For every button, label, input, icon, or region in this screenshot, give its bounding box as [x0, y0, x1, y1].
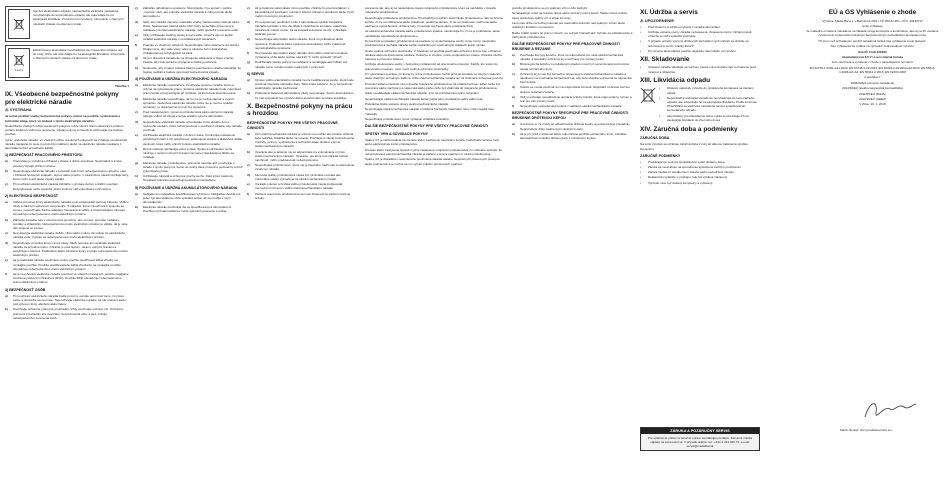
paragraph: 2011/65/EÚ (RoHS) — [859, 91, 886, 96]
list-item-marker: f) — [135, 146, 137, 151]
paragraph: Spätný vrh je náhla reakcia na zovretie alebo zachytenie rotujúceho kotúča, podložného taniera, kefy alebo akéhokoľvek iného príslušenstva. — [365, 138, 499, 147]
list-item-text: Pred nastavovaním, výmenou príslušenstva alebo uložením náradia odpojte vidlicu od zdroja energie a/alebo vyberte akumulátor. — [143, 110, 234, 119]
list-item-text: Pracovisko je potrebné udržiavať v čistote a dobre osvetlené. Neporiadok a tmavé priestory bývajú príčinou úrazov. — [13, 159, 122, 168]
list-item — [247, 182, 355, 190]
list-item-text: Nabíjajte len nabíjačkou špecifikovanou výrobcom. Nabíjačka vhodná pre jeden typ akumulátora môže spôsobiť požiar, ak sa použije s iným akumulátorom. — [143, 191, 241, 204]
list-item-text: Udržiavajte elektrické náradie v dobrom stave. Kontrolujte nastavenie pohyblivých častí a ich pohyblivosť, poškodenie súčastí a akékoľvek ďalšie okolnosti, ktoré môžu ohroziť funkciu elektrického náradia. — [143, 133, 243, 146]
section-heading-xii: XII. Skladovanie — [640, 55, 690, 63]
list-item-marker: a) — [247, 77, 250, 82]
list-item — [512, 72, 634, 85]
list-sec5-cont — [247, 6, 355, 69]
declaration-heading: EÚ a GS Vyhlásenie o zhode — [828, 9, 917, 16]
list-item-marker: b) — [247, 149, 250, 154]
list-item-text: Ochranný kryt musí byť bezpečne pripevnený k elektromechanickému náradiu a nastavený na maximálnu bezpečnosť tak, aby bola obsluhe vystavená čo najmenšia časť kotúča. — [520, 71, 632, 85]
intro-text: Nedodržanie všetkých nižšie uvedených pokynov môže viesť k úrazu elektrickým prúdom, požiaru a/alebo k vážnemu poraneniu. Všetky pokyny a návody si uschovajte pre budúce použitie. — [5, 124, 125, 137]
bullet-text: Obalové materiály vyhoďte do príslušného kontajnera na triedený odpad. — [667, 86, 754, 95]
bullet-text: Nepoužiteľné elektrické zariadenie nevyhadzujte do komunálneho odpadu, ale odovzdajte ho na ekologickú likvidáciu. Podľa smernice 2012/19/EÚ sa elektrické zariadenia nesmú vyhadzovať do komunálneho odpadu. — [667, 95, 757, 113]
list-item — [135, 43, 243, 56]
list-item — [5, 294, 129, 307]
section-heading-xi: XI. Údržba a servis — [640, 9, 698, 16]
column-5 — [512, 6, 634, 141]
warning-label: ⚠ VÝSTRAHA — [5, 107, 32, 113]
bullet-text: Reklamáciu uplatnite u predajcu, kde bol výrobok zakúpený. — [648, 175, 728, 180]
bullet-item — [640, 65, 758, 73]
list-item — [247, 37, 355, 50]
bullet-item — [640, 39, 758, 47]
bullet-item — [640, 181, 758, 185]
list-item-text: Vždy používajte nepoškodené upínacie príruby kotúča, ktoré majú správny rozmer a tvar pre váš zvolený kotúč. — [520, 94, 632, 104]
subsection-heading-x1: BEZPEČNOSTNÉ POKYNY PRE VŠETKY PRACOVNÉ ČINNOSTI — [247, 120, 338, 130]
section-heading-x: X. Bezpečnostné pokyny na prácu s hrozdou — [247, 102, 353, 118]
declaration-lines — [800, 24, 945, 49]
list-item — [135, 20, 243, 33]
subsection-heading-5a: ĎALŠIE BEZPEČNOSTNÉ POKYNY PRE PRACOVNÉ ČINNOSTI BRÚSENIE A REZANIE — [512, 41, 620, 51]
list-item-text: Elektrické náradie nepoužívajte, ak ho nie je možné zapnúť a vypnúť spínačom. Akékoľvek elektrické náradie, ktoré nie je možné ovládať spínačom, je nebezpečné a musí byť opravené. — [143, 96, 235, 110]
weee-notice — [5, 6, 129, 42]
list-item-text: Toto elektromechanické náradie je určené na použitie ako brúska, drôtená kefa, leštička, hladička alebo na rezanie. Prečítajte si všetky bezpečnostné výstrahy, pokyny, vyobrazenia a technické údaje dodané s týmto elektromechanickým náradím. — [255, 131, 355, 149]
weee-row — [640, 86, 758, 123]
caution-label: ⚠ UPOZORNENIE — [640, 17, 675, 23]
paragraph: Zovretie alebo zachytenie spôsobí rýchle zastavenie rotujúceho príslušenstva, čo následne spôsobí, že nekontrolované elektromechanické náradie je tlačené v smere opačnom k rotácii príslušenstva. — [365, 147, 502, 156]
standards-lines — [800, 60, 945, 101]
para-list-4b — [365, 138, 505, 166]
warranty-box-title: ZÁRUKA A POZÁRUČNÝ SERVIS — [641, 428, 759, 434]
bullet-item — [640, 175, 758, 179]
list-item — [247, 91, 355, 99]
paragraph: Ak elektromechanické náradie alebo príslušenstvo spadne, skontrolujte ho, či nie je poškodené, alebo nainštalujte nepoškodené príslušenstvo. — [365, 29, 501, 38]
para-list-5 — [512, 6, 634, 39]
list-item-text: Nedovoľte, aby znalosť získaná častým používaním náradia spôsobila, že budete nedbalí a budete ignorovať bezpečnostné zásady. — [143, 65, 241, 74]
list-item-text: Uvedomte si, že z kefy sú odhadzované drôtené štetiny aj počas bežnej prevádzky. Nepreťažujte drôty nadmerným zaťažením kefy. — [520, 122, 631, 131]
list-5b — [512, 122, 634, 140]
list-item-marker: f) — [512, 104, 514, 109]
list-item-marker: f) — [135, 42, 137, 47]
paragraph: Pri inom než schválenom použití zariadenia stráca toto vyhlásenie svoju platnosť. — [818, 38, 927, 43]
battery-notice — [5, 45, 129, 81]
list-item-text: Nepoužívajte elektrické náradie v prostredí, kde hrozí nebezpečenstvo výbuchu, napr. v blízkosti horľavých kvapalín, plynov alebo prachu. V elektrickom náradí vznikajú iskry, ktoré môžu prach alebo výpary zapáliť. — [13, 168, 129, 182]
list-item-text: Elektrické náradie, príslušenstvo, pracovné nástroje atď. používajte v súlade s týmito pokynmi, berúc do úvahy dané pracovné podmienky a druh vykonávanej práce. — [143, 160, 243, 173]
paragraph: bolo navrhnuté a vyrobené v zhode s nasledujúcimi normami: — [831, 60, 914, 65]
list-item-text: Pri používaní elektrického náradia buďte pozorní, venujte pozornosť tomu, čo práve robíte a sústreďte sa na prácu. Nepoužívajte elektrické náradie, ak ste unavení alebo pod vplyvom drog, alkoholu alebo liekov. — [13, 293, 126, 307]
list-item-text: Ak je k dispozícii zariadenie na pripojenie odsávania a zberu prachu, zaistite, aby bolo správne pripojené a riadne používané. — [143, 56, 235, 65]
crossed-bin-icon-3 — [640, 86, 656, 106]
product-model: Extol® Craft 402400 — [858, 49, 887, 54]
bullets-xiii — [659, 86, 758, 123]
bullets-xiv — [640, 160, 758, 185]
warranty-period-heading: ZÁRUČNÁ DOBA — [640, 136, 670, 141]
list-item-text: Zabráňte náhodnému spusteniu. Skontrolujte, či je spínač v polohe „vypnuté“ skôr, ako pripojíte elektrické náradie k zdroju prúdu alebo akumulátoru. — [143, 6, 233, 19]
signer-caption: Martin Šenkýř, člen predstavenstva a.s. — [840, 428, 893, 432]
list-item — [512, 85, 634, 93]
list-item — [135, 83, 243, 96]
paragraph: že následne označené zariadenie na základe svojej koncepcie a konštrukcie, ako aj na trh uvedené vyhotovenie zodpovedá príslušným bezpečnostným požiadavkám Európskej únie. — [806, 29, 939, 38]
bullet-icon: • — [640, 180, 642, 185]
column-4 — [365, 6, 505, 167]
list-item — [135, 161, 243, 174]
intro-text-2: Výraz „elektrické náradie“ vo všetkých nižšie uvedených pokynoch sa vzťahuje na elektrické náradie napájané zo siete (s prívodným káblom) alebo na elektrické náradie napájané z akumulátora (bez prívodného kábla). — [5, 137, 128, 151]
bullet-text: Záruka sa nevzťahuje na opotrebenie spôsobené bežným používaním. — [648, 165, 742, 170]
list-item-text: Skôr, ako náradie zapnete, odstráňte všetky nastavovacie nástroje alebo kľúče. Nastavovací nástroj alebo kľúč, ktorý ponecháte pripevnený k otáčajúcej sa časti elektrického náradia, môže spôsobiť poranenie osôb. — [143, 19, 240, 33]
list-item-marker: g) — [135, 56, 138, 61]
bullet-text: V prípade potreby výmeny uhlíkových kief alebo iných súčastí sa obráťte na autorizovaný servis značky Extol®. — [648, 39, 749, 48]
signature-graphic — [860, 395, 920, 425]
list-item — [135, 56, 243, 64]
bullet-icon: • — [640, 65, 642, 70]
warranty-conditions-heading: ZÁRUČNÉ PODMIENKY — [640, 153, 681, 158]
list-item-marker: c) — [247, 6, 250, 10]
list-item-text: Elektrické náradie nepreťažujte. Používajte správne náradie, ktoré je určené na vykonávanú prácu. Správne elektrické náradie bude vykonávať prácu lepšie a bezpečnejšie pri rýchlosti, na ktorú bolo skonštruované. — [143, 83, 241, 96]
list-item — [5, 200, 129, 217]
paragraph: Udržujte okolostojace osoby v bezpečnej vzdialenosti od pracovného priestoru. Každý, kto vstúpi do pracovného priestoru, musí nosiť osobné ochranné prostriedky. — [365, 62, 498, 71]
paragraph: Prívodný kábel umiestnite mimo dosahu rotujúceho príslušenstva. Ak stratíte kontrolu, kábel môže byť prerezaný alebo zachytený a vaša ruka alebo paža môže byť vtiahnutá do rotujúceho príslušenstva. — [365, 81, 501, 90]
list-item-text: Nepoužívajte akumulátor alebo náradie, ktoré sú poškodené alebo upravené. Poškodené alebo upravené akumulátory môžu vykazovať nepredvídateľné správanie. — [255, 37, 346, 50]
subsection-heading-2: 2) ELEKTRICKÁ BEZPEČNOSŤ — [5, 193, 58, 198]
list-item — [135, 6, 243, 19]
paragraph: Nenasadzujte reťaz na rezanie dreva alebo ozubený pílový kotúč. Takéto pílové kotúče často spôsobujú spätný vrh a stratu kontroly. — [512, 11, 628, 20]
bullet-text: Záruka zaniká pri neodbornom zásahu alebo nedodržaní návodu. — [648, 170, 735, 175]
list-item-marker: h) — [135, 65, 138, 70]
list-item-text: Používajte iba typy kotúčov, ktoré sú odporúčané pre vaše elektromechanické náradie, a špeciálny ochranný kryt navrhnutý pre zvolený kotúč. — [520, 52, 624, 62]
list-item-text: Zabráňte kontaktu tela s uzemnenými povrchmi, ako sú napr. potrubia, radiátory, sporáky a chladničky. Nebezpečenstvo úrazu elektrickým prúdom je väčšie, ak je vaše telo spojené so zemou. — [13, 217, 128, 231]
list-item — [247, 132, 355, 149]
list-item-marker: a) — [5, 293, 8, 298]
subsection-heading-6: 6) SERVIS — [247, 71, 265, 76]
list-item-text: Nevystavujte akumulátor alebo náradie ohňu alebo nadmernej teplote. Vystavenie ohňu alebo teplote nad 130 °C môže spôsobiť výbuch. — [255, 51, 349, 60]
list-item-marker: d) — [247, 19, 250, 24]
list-item-marker: c) — [512, 71, 515, 76]
bullet-icon: • — [659, 86, 661, 91]
paragraph: EN 60745-1:2009+A11:2010; EN 60745-2-23:2013; EN 60335-2-29:2004+A2:2010; EN 55014-1:2006+A1:A2; EN 55014-2:2015; EN 62233:2008 — [809, 65, 936, 75]
battery-bin-icon — [8, 48, 30, 78]
bullets-xi — [640, 25, 758, 53]
bullet-text: Pred čistením a údržbou vyberte z náradia akumulátor. — [648, 24, 721, 29]
list-item-marker: a) — [135, 83, 138, 88]
section-heading-ix: IX. Všeobecné bezpečnostné pokyny pre elektrické náradie — [5, 91, 119, 106]
list-item-marker: d) — [512, 85, 515, 90]
bullet-icon: • — [640, 29, 642, 34]
bullet-item — [659, 86, 758, 94]
list-item-marker: g) — [247, 60, 250, 65]
list-item — [512, 53, 634, 61]
bullet-text: Predávajúci je povinný spotrebiteľovi vydať doklad o kúpe. — [648, 159, 726, 164]
paragraph: pretože príslušenstvo sa pri spätnom vrhu môže zachytiť. — [512, 6, 588, 10]
bullet-icon: • — [640, 170, 642, 175]
list-5a — [512, 53, 634, 108]
paragraph: Noste osobné ochranné prostriedky. V závislosti od použitia používajte ochranný štít na tvár, ochranné okuliare alebo bezpečnostné okuliare. Pokiaľ je to vhodné, noste protiprachovú masku, chrániče sluchu, rukavice a pracovnú zásteru. — [365, 48, 503, 61]
list-item-marker: a) — [512, 122, 515, 127]
warranty-box-body: Pre uplatnenie práva na záručnú opravu kontaktujte predajcu. Servisné miesta nájdete na www.extol.sk. V prípade otázok: tel.: +421 2 212 920 70, e-mail: servis@madalbal.sk — [647, 436, 753, 448]
list-item-marker: c) — [5, 182, 8, 187]
table-label: Tabuľka 1 — [115, 84, 129, 88]
bullet-text: Udržujte vetracie otvory náradia nezanesené. Zanesené otvory znižujú prietok vzduchu a môžu spôsobiť prehriatie. — [648, 29, 752, 39]
list-item-marker: f) — [247, 191, 249, 196]
list-item-marker: b) — [135, 205, 138, 210]
list-item — [5, 231, 129, 239]
paragraph: Nepoužívajte elektromechanické náradie v blízkosti horľavých materiálov. Iskry môžu zapáliť tieto materiály. — [365, 107, 495, 116]
list-item — [247, 6, 355, 19]
paragraph: Nenechávajte elektromechanické náradie bežať počas jeho prenášania vedľa vášho tela. — [365, 96, 484, 101]
list-item — [135, 174, 243, 182]
list-item — [135, 147, 243, 160]
product-name: Akumulátorová 3,6 V Li-ion rotačná brúska — [841, 55, 903, 60]
list-item-text: Udržiavajte rukoväti a úchopové plochy suché, čisté a bez mastnoty. Šmykľavé rukoväti neumožňujú bezpečnú manipuláciu. — [143, 174, 234, 183]
list-item — [247, 173, 355, 181]
paragraph: 2006/42/ES (strojové zariadenia) — [850, 80, 895, 85]
para-list-4 — [365, 6, 505, 121]
column-3 — [247, 6, 355, 201]
list-item — [135, 66, 243, 74]
list-item — [135, 33, 243, 41]
bullet-item — [640, 30, 758, 38]
list-item — [512, 132, 634, 140]
list-item-marker: d) — [135, 19, 138, 24]
list-item-text: Závitové upevnenie príslušenstva sa musí zhodovať so závitom vretena brúsky. — [255, 191, 351, 200]
bullet-icon: • — [640, 175, 642, 180]
list-item — [512, 95, 634, 103]
list-item-text: Ak je batériový akumulátor mimo použitia, chráňte ho pred kontaktom s kancelárskymi sponkami, mincami, kľúčmi, klincami, skrutkami alebo inými malými kovovými predmetmi. — [255, 6, 354, 19]
declaration-place-date: V Zlíne: 29. 1. 2019 — [859, 102, 886, 107]
list-item — [512, 62, 634, 70]
bullet-icon: • — [659, 95, 661, 100]
list-item — [247, 60, 355, 68]
paragraph: Toto vyhlásenie sa vydáva na výhradnú zodpovednosť výrobcu. — [830, 44, 915, 49]
subsection-heading-5: 5) POUŽÍVANIE A ÚDRŽBA AKUMULÁTOROVÉHO NÁRADIA — [135, 185, 238, 190]
list-item — [247, 163, 355, 171]
paragraph: 2014/30/EÚ (elektromagnetická kompatibilita) — [842, 86, 903, 91]
list-item-marker: g) — [135, 160, 138, 165]
manufacturer-line: Výrobca: Madal Bal a.s. • Bartošova 40/3 • CZ-760 01 Zlín • IČO: 49433717 — [822, 18, 923, 23]
li-ion-label: Li-ion — [15, 68, 23, 73]
list-sec5 — [135, 192, 243, 214]
list-item — [135, 192, 243, 205]
bullets-xii — [640, 65, 758, 73]
list-item-marker: f) — [5, 272, 7, 277]
warranty-service-box — [640, 427, 760, 451]
list-item-text: Poškodené batériové akumulátory nikdy neopravujte. Servis akumulátorov by mal vykonávať len výrobca alebo autorizované servisné strediská. — [255, 91, 354, 100]
list-item-marker: d) — [5, 240, 8, 245]
bullet-text: Očistené náradie skladujte na suchom mieste mimo dosahu detí a chránené pred mrazom a vlhkosťou. — [648, 65, 756, 74]
list-item-marker: b) — [5, 307, 8, 312]
list-item — [5, 218, 129, 231]
column-1 — [5, 6, 129, 321]
list-item-text: Elektrické náradie používajte iba so špecifikovanými akumulátormi. Použitie iných akumulátorov môže spôsobiť poranenie a požiar. — [143, 205, 232, 214]
list-item-text: Nevystavujte elektrické náradie dažďu, vlhku alebo mokru. Ak vnikne do elektrického náradia voda, zvyšuje sa nebezpečenstvo úrazu elektrickým prúdom. — [13, 231, 126, 240]
list-item — [5, 307, 129, 320]
list-item-text: Nepoužívané elektrické náradie uchovávajte mimo dosahu detí a nedovoľte osobám, ktoré neboli poučené o používaní náradia, aby náradie používali. — [143, 119, 242, 133]
list-item-text: Pri používaní elektrického náradia zabráňte v prístupe deťom a ďalším osobám. Rozptyľovanie môže spôsobiť stratu kontroly nad vykonávanou činnosťou. — [13, 182, 119, 191]
list-item-text: Nepoužívajte opotrebované kotúče z väčšieho elektromechanického náradia. — [520, 104, 623, 109]
list-sec4 — [135, 83, 243, 182]
paragraph: Nepoužívajte príslušenstvo, ktoré vyžaduje chladiace kvapaliny. — [365, 116, 450, 121]
list-item-marker: c) — [5, 231, 8, 236]
list-item-marker: e) — [247, 182, 250, 187]
list-item — [5, 258, 129, 271]
crossed-bin-icon — [12, 17, 26, 31]
list-item-marker: b) — [512, 131, 515, 136]
list-item-text: Vždy udržiavajte stabilný postoj a rovnováhu. Umožní vám to lepšie ovládať elektrické náradie v neočakávaných situáciách. — [143, 33, 233, 42]
list-item-text: Dodržiavajte všetky pokyny na nabíjanie a nenabíjajte akumulátor ani náradie mimo rozsahu teplôt uvedených v pokynoch. — [255, 60, 348, 69]
bullet-icon: • — [640, 48, 642, 53]
list-item-text: Pracujte vo vhodnom oblečení. Nepoužívajte voľné oblečenie ani šperky. Dbajte na to, aby vaše vlasy, odev a rukavice boli v dostatočnej vzdialenosti od pohybujúcich sa častí. — [143, 42, 240, 56]
list-item-marker: a) — [135, 191, 138, 196]
list-item — [135, 97, 243, 110]
bullet-item — [659, 96, 758, 113]
list-item — [247, 150, 355, 163]
bullet-item — [659, 114, 758, 122]
list-item-text: Ak je elektrické náradie používané vonku, použite predlžovací kábel vhodný na vonkajšie použitie. Použitie predlžovacieho kábla vhodného na vonkajšie použitie obmedzuje nebezpečenstvo úrazu elektrickým prúdom. — [13, 258, 121, 271]
list-item-text: Vonkajší priemer a hrúbka vášho príslušenstva musia zodpovedať menovitým rozmerom vášho elektromechanického náradia. — [255, 182, 343, 191]
section-heading-xiv: XIV. Záručná doba a podmienky — [640, 125, 738, 133]
bullet-icon: • — [640, 39, 642, 44]
list-item-marker: b) — [5, 217, 8, 222]
list-item — [247, 192, 355, 200]
bullet-item — [640, 49, 758, 53]
list-item-marker: b) — [135, 96, 138, 101]
list-item-text: Nepoužívajte príslušenstvo, ktoré nie je špeciálne navrhnuté a odporučené výrobcom náradia. — [255, 163, 355, 172]
list-item-marker: e) — [512, 94, 515, 99]
list-item — [512, 104, 634, 108]
list-item — [135, 110, 243, 118]
battery-text: Elektrizovaný akumulátor neodhadzujte do zmesového odpadu, ani do vody, ohňa, ale odovzdajte ho na ekologickú likvidáciu. Informácie o zberných miestach získate na obecnom úrade. — [33, 48, 125, 61]
paragraph: a predpismi: — [864, 75, 881, 80]
list-item — [135, 205, 243, 213]
bullet-text: Pri výmene akumulátora použite originálny akumulátor od výrobcu. — [648, 48, 737, 53]
list-item-marker: c) — [135, 110, 138, 115]
subsection-heading-4b: SPÄTNÝ VRH A SÚVISIACE POKYNY — [365, 132, 429, 137]
subsection-heading-1: 1) BEZPEČNOSŤ PRACOVNÉHO PRIESTORU — [5, 153, 83, 158]
column-6 — [640, 6, 758, 186]
bullet-item — [640, 165, 758, 169]
intro-bold: Je nutné prečítať všetky bezpečnostné pokyny, návod na použitie, vyobrazenia a technické údaje, ktoré sú dodané s týmto elektrickým náradím. — [5, 114, 121, 123]
list-item-text: Ak je nevyhnutné elektrické náradie používať vo vlhkých priestoroch, použite napájanie chránené prúdovým chráničom (RCD). Použitie RCD obmedzuje nebezpečenstvo úrazu elektrickým prúdom. — [13, 272, 129, 285]
paragraph: Nepoužívajte poškodené príslušenstvo. Pred každým použitím skontrolujte príslušenstvo, ako sú brúsne kotúče, či nie sú odštiepené alebo prasknuté, podložné taniere, či nie sú prasknuté, natrhnuté alebo nadmerne opotrebované, drôtené kefy, či nemajú uvoľnené alebo prasknuté drôty. — [365, 15, 504, 28]
paragraph: 2012/19/EÚ (OEEZ) — [859, 96, 886, 101]
crossed-bin-icon-2 — [12, 53, 26, 67]
list-item — [5, 272, 129, 285]
list-item-marker: a) — [247, 131, 250, 136]
list-item-text: Opravu vášho elektrického náradia zverte kvalifikovanej osobe, ktorá bude používať identické náhradné diely. Takto bude zaistené, že je bezpečnosť elektrického náradia zachovaná. — [255, 77, 354, 91]
list-item-text: Operácie ako je leštenie nie sú odporúčané na vykonávanie s týmto elektromechanickým náradím. Operácie, pre ktoré toto náradie nebolo navrhnuté, môžu predstavovať nebezpečenstvo. — [255, 149, 349, 163]
list-item-marker: b) — [5, 168, 8, 173]
weee-bin-icon — [8, 9, 30, 39]
subsection-heading-5b: BEZPEČNOSTNÉ POKYNY ŠPECIFICKÉ PRE PRACOVNÉ ČINNOSTI BRÚSENIE DRÔTENOU KEFOU — [512, 111, 629, 121]
list-item-marker: e) — [247, 37, 250, 42]
column-7 — [800, 6, 945, 108]
bullet-item — [640, 25, 758, 29]
subsection-heading-4a: ĎALŠIE BEZPEČNOSTNÉ POKYNY PRE VŠETKY PRACOVNÉ ČINNOSTI — [365, 124, 489, 129]
paragraph: Po kontrole a nasadení príslušenstva sa postavte vy aj okolostojace osoby mimo roviny rotujúceho príslušenstva a nechajte náradie bežať naprázdno pri maximálnych otáčkach jednu minútu. — [365, 38, 496, 48]
list-item-marker: e) — [5, 258, 8, 263]
bullet-item — [640, 160, 758, 164]
list-sec7 — [247, 132, 355, 200]
paragraph: Pri vykonávaní operácie, pri ktorej by rezné príslušenstvo mohlo prísť do kontaktu so skrytým vedením alebo vlastným prívodným káblom, držte elektromechanické náradie len za izolované úchopové povrchy. — [365, 71, 504, 81]
list-sec3 — [5, 294, 129, 320]
list-item-marker: e) — [135, 33, 138, 38]
list-item — [247, 20, 355, 37]
paragraph: týmto vyhlasuje, — [861, 23, 884, 28]
list-item-marker: b) — [247, 91, 250, 96]
list-item-marker: e) — [135, 133, 138, 138]
bullet-icon: • — [640, 165, 642, 170]
paragraph: Spätný vrh je dôsledkom nesprávneho používania náradia a/alebo nesprávnych pracovných postupov alebo podmienok a je možné sa mu vyhnúť prijatím primeraných opatrení. — [365, 157, 500, 166]
list-sec1 — [5, 159, 129, 190]
bullet-item — [640, 170, 758, 174]
list-item-marker: f) — [247, 51, 249, 56]
subsection-heading-4: 4) POUŽÍVANIE A ÚDRŽBA ELEKTRICKÉHO NÁRADIA — [135, 77, 228, 82]
bullet-icon: • — [640, 159, 642, 164]
list-item-marker: a) — [5, 159, 8, 164]
paragraph: Nikdy neodkladajte elektromechanické náradie, kým sa príslušenstvo úplne nezastaví. — [365, 91, 480, 96]
list-item-marker: b) — [512, 62, 515, 67]
list-item-text: Rezné nástroje udržiavajte ostré a čisté. Správne udržiavané rezné nástroje s ostrými reznými hranami sa menej zasekávajú a ľahšie sa ovládajú. — [143, 146, 234, 160]
bullet-text: Výrobok musí byť dodaný kompletný a vyčistený. — [648, 180, 714, 185]
bullet-icon: • — [659, 113, 661, 118]
list-item — [5, 241, 129, 258]
list-sec3-cont — [135, 6, 243, 74]
list-item-marker: c) — [135, 6, 138, 10]
list-item-text: Ak je pri práci s drôtenou kefou odporúčané použitie ochranného krytu, zabráňte akémukoľvek kontaktu drôtenej kefy s ochranným krytom. — [520, 131, 627, 141]
list-item-text: Nepoužívajte prívodnú šnúru na iné účely. Nikdy nenoste ani neťahajte elektrické náradie za prívodnú šnúru. Chráňte ju pred teplom, olejom, ostrými hranami a pohyblivými časťami. Poškodené alebo zauzlené šnúry zvyšujú nebezpečenstvo úrazu elektrickým prúdom. — [13, 240, 128, 258]
list-item-text: Menovité otáčky príslušenstva musia byť minimálne rovnaké ako maximálne otáčky vyznačené na elektromechanickom náradí. — [255, 172, 341, 181]
list-item — [512, 122, 634, 130]
list-sec6 — [247, 78, 355, 100]
list-item-marker: a) — [5, 199, 8, 204]
list-item-marker: a) — [512, 52, 515, 57]
column-2 — [135, 6, 243, 215]
list-item — [5, 169, 129, 182]
list-item-text: Kotúče sa musia používať len na odporúčané činnosti. Napríklad: nebrúste bočnou stranou rezacieho kotúča. — [520, 85, 630, 94]
paragraph: Ľavú ruku držte na bočnej rukoväti pre maximálnu kontrolu nad spätným vrhom alebo reakčným krútiacim momentom. — [512, 20, 626, 30]
paragraph: Pravidelne čistite vetracie otvory elektromechanického náradia. — [365, 101, 449, 106]
weee-text: Symbol elektrického odpadu. Nepoužiteľné elektrické zariadenia nevyhadzujte do komunálneho odpadu, ale odovzdajte ho na ekologickú likvidáciu. Z ktorého bol vyrobený. Informácie o zberných miestach získate na obecnom úrade. — [33, 9, 124, 26]
list-item-marker: d) — [247, 172, 250, 177]
list-item — [5, 182, 129, 190]
list-item-text: Vidlica prívodnej šnúry elektrického náradia musí zodpovedať sieťovej zásuvke. Vidlicu nikdy a žiadnym spôsobom neupravujte. S náradím, ktoré má ochranné spojenie so zemou, nepoužívajte žiadne adaptéry. Neupravené vidlice a zodpovedajúce zásuvky obmedzujú nebezpečenstvo úrazu elektrickým prúdom. — [13, 199, 129, 217]
section-heading-xiii: XIII. Likvidácia odpadu — [640, 76, 711, 84]
list-item — [247, 51, 355, 59]
list-item-text: Používajte ochranné pracovné prostriedky. Vždy používajte ochranu očí. Ochranné pracovné prostriedky ako respirátor, bezpečnostná obuv a pod. znižujú nebezpečenstvo poranenia osôb. — [13, 307, 124, 320]
list-sec2 — [5, 200, 129, 285]
warranty-period-text: Na tento výrobok sa vzťahuje záručná doba 2 roky od dátumu zakúpenia výrobku kupujúcim. — [640, 142, 748, 151]
list-item-marker: h) — [135, 174, 138, 179]
list-item — [135, 120, 243, 133]
bullet-text: Akumulátory pred likvidáciou úplne vybite a odovzdajte ich na ekologickú likvidáciu do zberného dvora. — [667, 113, 749, 122]
list-item-marker: c) — [247, 163, 250, 168]
subsection-heading-3: 3) BEZPEČNOSŤ OSÔB — [5, 287, 46, 292]
bullet-icon: • — [640, 24, 642, 29]
list-item — [135, 133, 243, 146]
list-item — [247, 78, 355, 91]
list-item-marker: d) — [135, 119, 138, 124]
list-item-text: Brúsna plocha kotúčov s preliačeným stredom musí byť namontovaná pod rovinou okraja ochranného krytu. — [520, 62, 630, 71]
paragraph: poranenie tak, ako aj na nasledujúce miesto rotujúceho príslušenstva, ktoré sa nachádza v dosahu rotujúceho príslušenstva. — [365, 6, 497, 15]
list-item — [5, 159, 129, 167]
paragraph: Buďte zvlášť opatrní pri práci v rohoch, na ostrých hranách atď. Vyhnite sa odskakovaniu a zachyteniu príslušenstva. — [512, 30, 633, 39]
list-item-text: Pri nesprávnom používaní môže z akumulátora vytekať kvapalina; zabráňte kontaktu s ňou. Ak dôjde k náhodnému kontaktu, opláchnite zasiahnuté miesto vodou. Ak sa kvapalina dostane do očí, vyhľadajte lekársku pomoc. — [255, 19, 347, 37]
